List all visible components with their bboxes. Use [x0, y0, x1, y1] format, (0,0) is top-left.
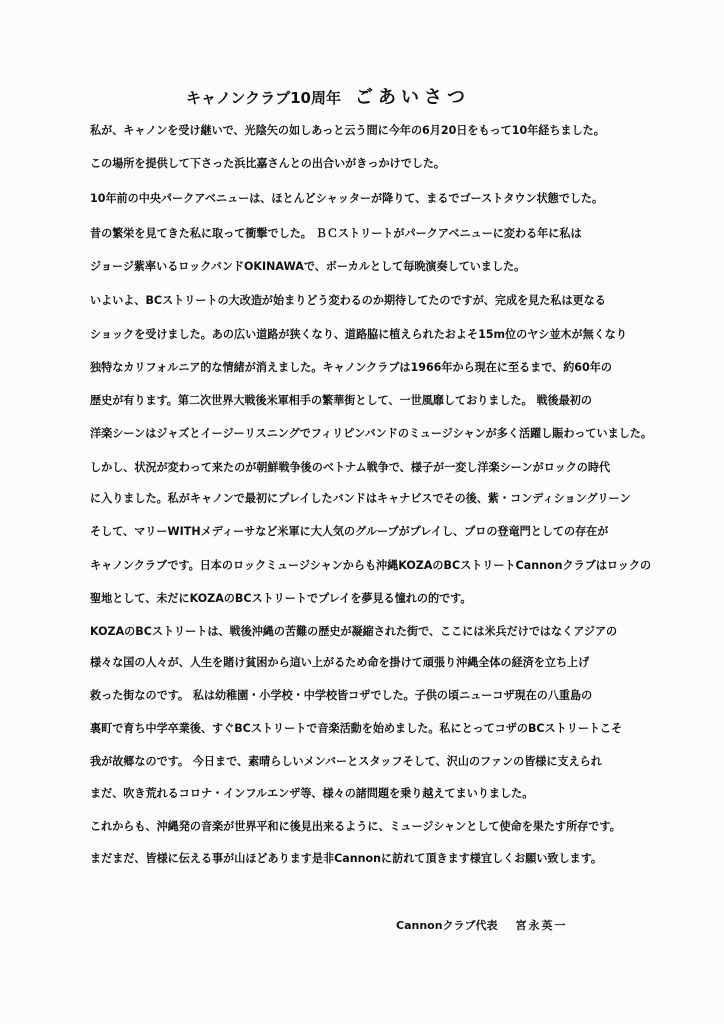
- body-line: 10年前の中央パークアベニューは、ほとんどシャッターが降りて、まるでゴーストタウン状態でした。: [90, 192, 604, 205]
- title-greeting: ごあいさつ: [354, 87, 470, 108]
- body-line: KOZAのBCストリートは、戦後沖縄の苦難の歴史が凝縮された街で、ここには米兵だけではなくアジアの: [90, 625, 618, 638]
- body-line: 私が、キャノンを受け継いで、光陰矢の如しあっと云う間に今年の6月20日をもって10年経ちました。: [90, 124, 605, 137]
- body-line: 歴史が有ります。第二次世界大戦後米軍相手の繁華街として、一世風靡しておりました。 戦後最初の: [90, 394, 592, 407]
- body-line: 様々な国の人々が、人生を賭け貧困から這い上がるため命を掛けて頑張り沖縄全体の経済を立ち上げ: [90, 656, 590, 669]
- signature-name: 宮永英一: [515, 919, 568, 932]
- body-line: 昔の繁栄を見てきた私に取って衝撃でした。 ＢＣストリートがパークアベニューに変わる年に私は: [90, 227, 582, 240]
- body-line: この場所を提供して下さった浜比嘉さんとの出合いがきっかけでした。: [90, 157, 446, 170]
- body-line: 独特なカリフォルニア的な情緒が消えました。キャノンクラブは1966年から現在に至るまで、約60年の: [90, 361, 612, 374]
- body-line: これからも、沖縄発の音楽が世界平和に後見出来るように、ミュージシャンとして使命を果たす所存です。: [90, 820, 621, 833]
- title-main: キャノンクラブ10周年: [186, 89, 341, 107]
- body-line: ショックを受けました。あの広い道路が狭くなり、道路脇に植えられたおよそ15m位のヤシ並木が無くなり: [90, 328, 627, 341]
- body-line: に入りました。私がキャノンで最初にプレイしたバンドはキャナビスでその後、紫・コンディショングリーン: [90, 492, 631, 505]
- body-line: まだまだ、皆様に伝える事が山ほどあります是非Cannonに訪れて頂きます様宜しくお願い致します。: [90, 852, 602, 865]
- body-line: キャノンクラブです。日本のロックミュージシャンからも沖縄KOZAのBCストリートCannonクラブはロックの: [90, 559, 652, 572]
- body-line: 洋楽シーンはジャズとイージーリスニングでフィリピンバンドのミュージシャンが多く活躍し賑わっていました。: [90, 427, 652, 440]
- signature-title: Cannonクラブ代表: [396, 919, 498, 932]
- body-line: しかし、状況が変わって来たのが朝鮮戦争後のベトナム戦争で、様子が一変し洋楽シーンがロックの時代: [90, 461, 611, 474]
- body-line: 我が故郷なのです。 今日まで、素晴らしいメンバーとスタッフそして、沢山のファンの皆様に支えられ: [90, 755, 602, 768]
- body-line: 救った街なのです。 私は幼稚園・小学校・中学校皆コザでした。子供の頃ニューコザ現在の八重島の: [90, 689, 593, 702]
- body-line: ジョージ紫率いるロックバンドOKINAWAで、ボーカルとして毎晩演奏していました。: [90, 260, 526, 273]
- body-line: まだ、吹き荒れるコロナ・インフルエンザ等、様々の諸問題を乗り越えてまいりました。: [90, 787, 534, 800]
- body-line: 裏町で育ち中学卒業後、すぐBCストリートで音楽活動を始めました。私にとってコザのBCストリートこそ: [90, 722, 623, 735]
- body-line: そして、マリーWITHメディーサなど米軍に大人気のグループがプレイし、プロの登竜門としての存在が: [90, 525, 609, 538]
- body-line: 聖地として、未だにKOZAのBCストリートでプレイを夢見る憧れの的です。: [90, 592, 472, 605]
- signature: [396, 917, 568, 933]
- document-title: [186, 83, 470, 109]
- body-line: いよいよ、BCストリートの大改造が始まりどう変わるのか期待してたのですが、完成を見た私は更なる: [90, 294, 606, 307]
